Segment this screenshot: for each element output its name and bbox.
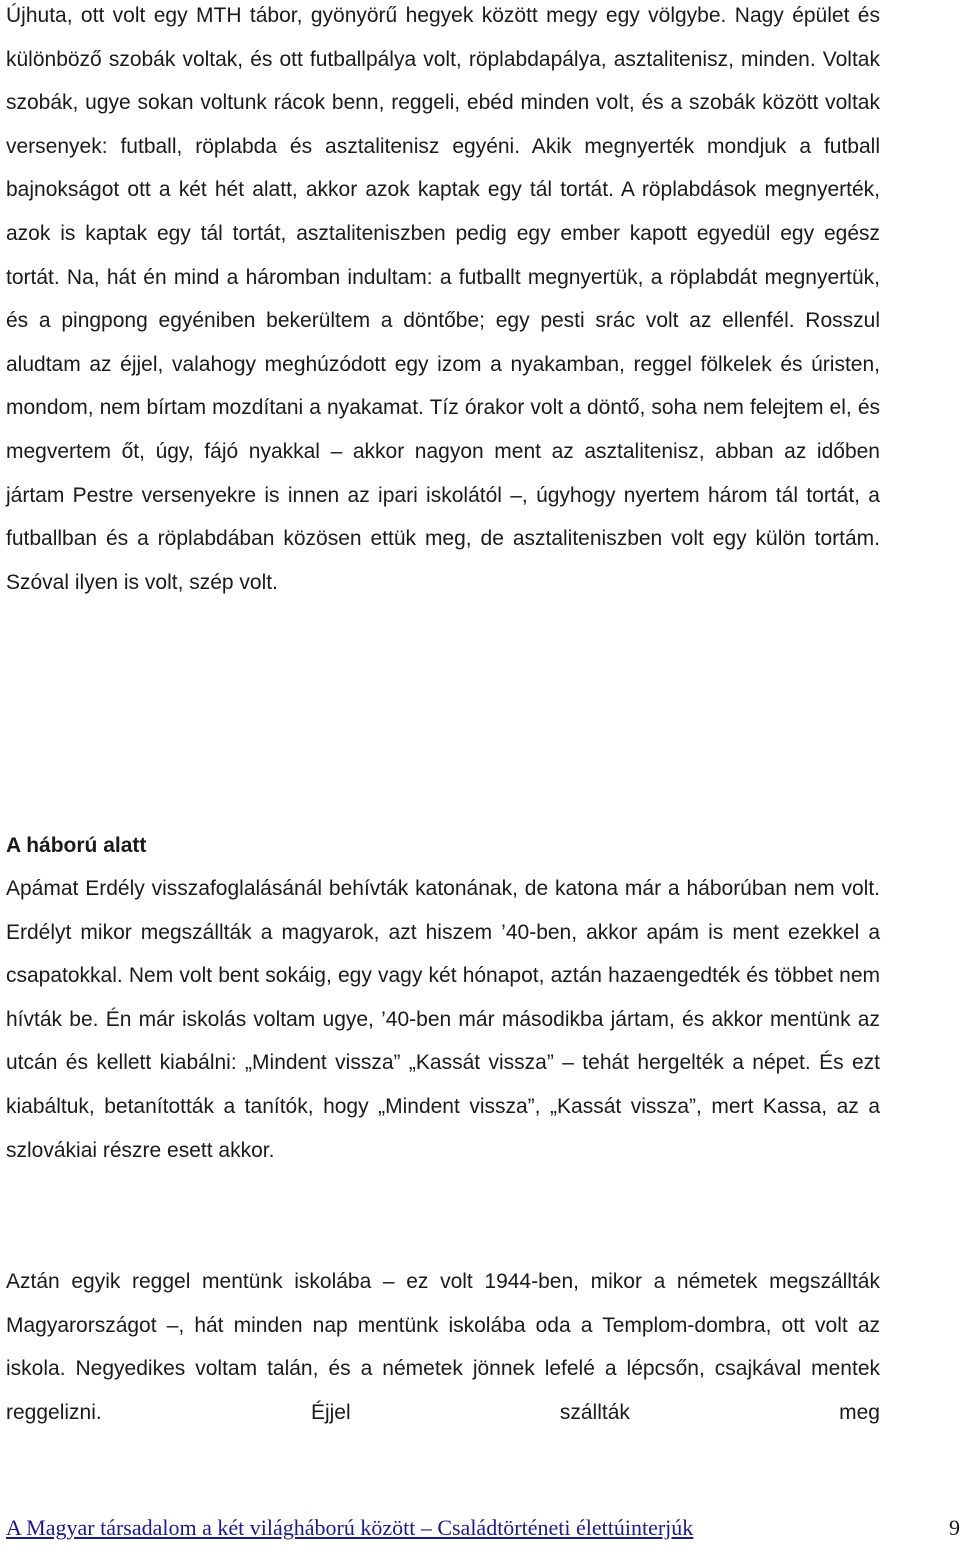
paragraph-camp-story [6,0,880,604]
paragraph-text: Újhuta, ott volt egy MTH tábor, gyönyörű hegyek között megy egy völgybe. Nagy épület és különböző szobák voltak, és ott futballpálya volt, röplabdapálya, asztalitenisz, minden. Voltak szobák, ugye sokan voltunk rácok benn, reggeli, ebéd minden volt, és a szobák között voltak versenyek: futball, röplabda és asztalitenisz egyéni. Akik megnyerték mondjuk a futball bajnokságot ott a két hét alatt, akkor azok kaptak egy tál tortát. A röplabdások megnyerték, azok is kaptak egy tál tortát, asztaliteniszben pedig egy ember kapott egyedül egy egész tortát. Na, hát én mind a háromban indultam: a futballt megnyertük, a röplabdát megnyertük, és a pingpong egyéniben bekerültem a döntőbe; egy pesti srác volt az ellenfél. Rosszul aludtam az éjjel, valahogy meghúzódott egy izom a nyakamban, reggel fölkelek és úristen, mondom, nem bírtam mozdítani a nyakamat. Tíz órakor volt a döntő, soha nem felejtem el, és megvertem őt, úgy, fájó nyakkal – akkor nagyon ment az asztalitenisz, abban az időben jártam Pestre versenyekre is innen az ipari iskolától –, úgyhogy nyertem három tál tortát, a futballban és a röplabdában közösen ettük meg, de asztaliteniszben volt egy külön tortám. Szóval ilyen is volt, szép volt. [6,4,880,594]
page-footer [6,1513,960,1547]
paragraph-war-erdely [6,867,880,1172]
page-number: 9 [949,1515,960,1540]
paragraph-german-occupation [6,1260,880,1434]
paragraph-text: Apámat Erdély visszafoglalásánál behívták katonának, de katona már a háborúban nem volt. Erdélyt mikor megszállták a magyarok, azt hiszem ’40-ben, akkor apám is ment ezekkel a csapatokkal. Nem volt bent sokáig, egy vagy két hónapot, aztán hazaengedték és többet nem hívták be. Én már iskolás voltam ugye, ’40-ben már másodikba jártam, és akkor mentünk az utcán és kellett kiabálni: „Mindent vissza” „Kassát vissza” – tehát hergelték a népet. És ezt kiabáltuk, betanították a tanítók, hogy „Mindent vissza”, „Kassát vissza”, mert Kassa, az a szlovákiai részre esett akkor. [6,877,880,1162]
paragraph-text: Aztán egyik reggel mentünk iskolába – ez volt 1944-ben, mikor a németek megszállták Magyarországot –, hát minden nap mentünk iskolába oda a Templom-dombra, ott volt az iskola. Negyedikes voltam talán, és a németek jönnek lefelé a lépcsőn, csajkával mentek reggelizni. Éjjel szállták meg [6,1270,880,1424]
section-heading: A háború alatt [6,834,147,857]
footer-title: A Magyar társadalom a két világháború között – Családtörténeti élettúinterjúk [6,1515,694,1540]
